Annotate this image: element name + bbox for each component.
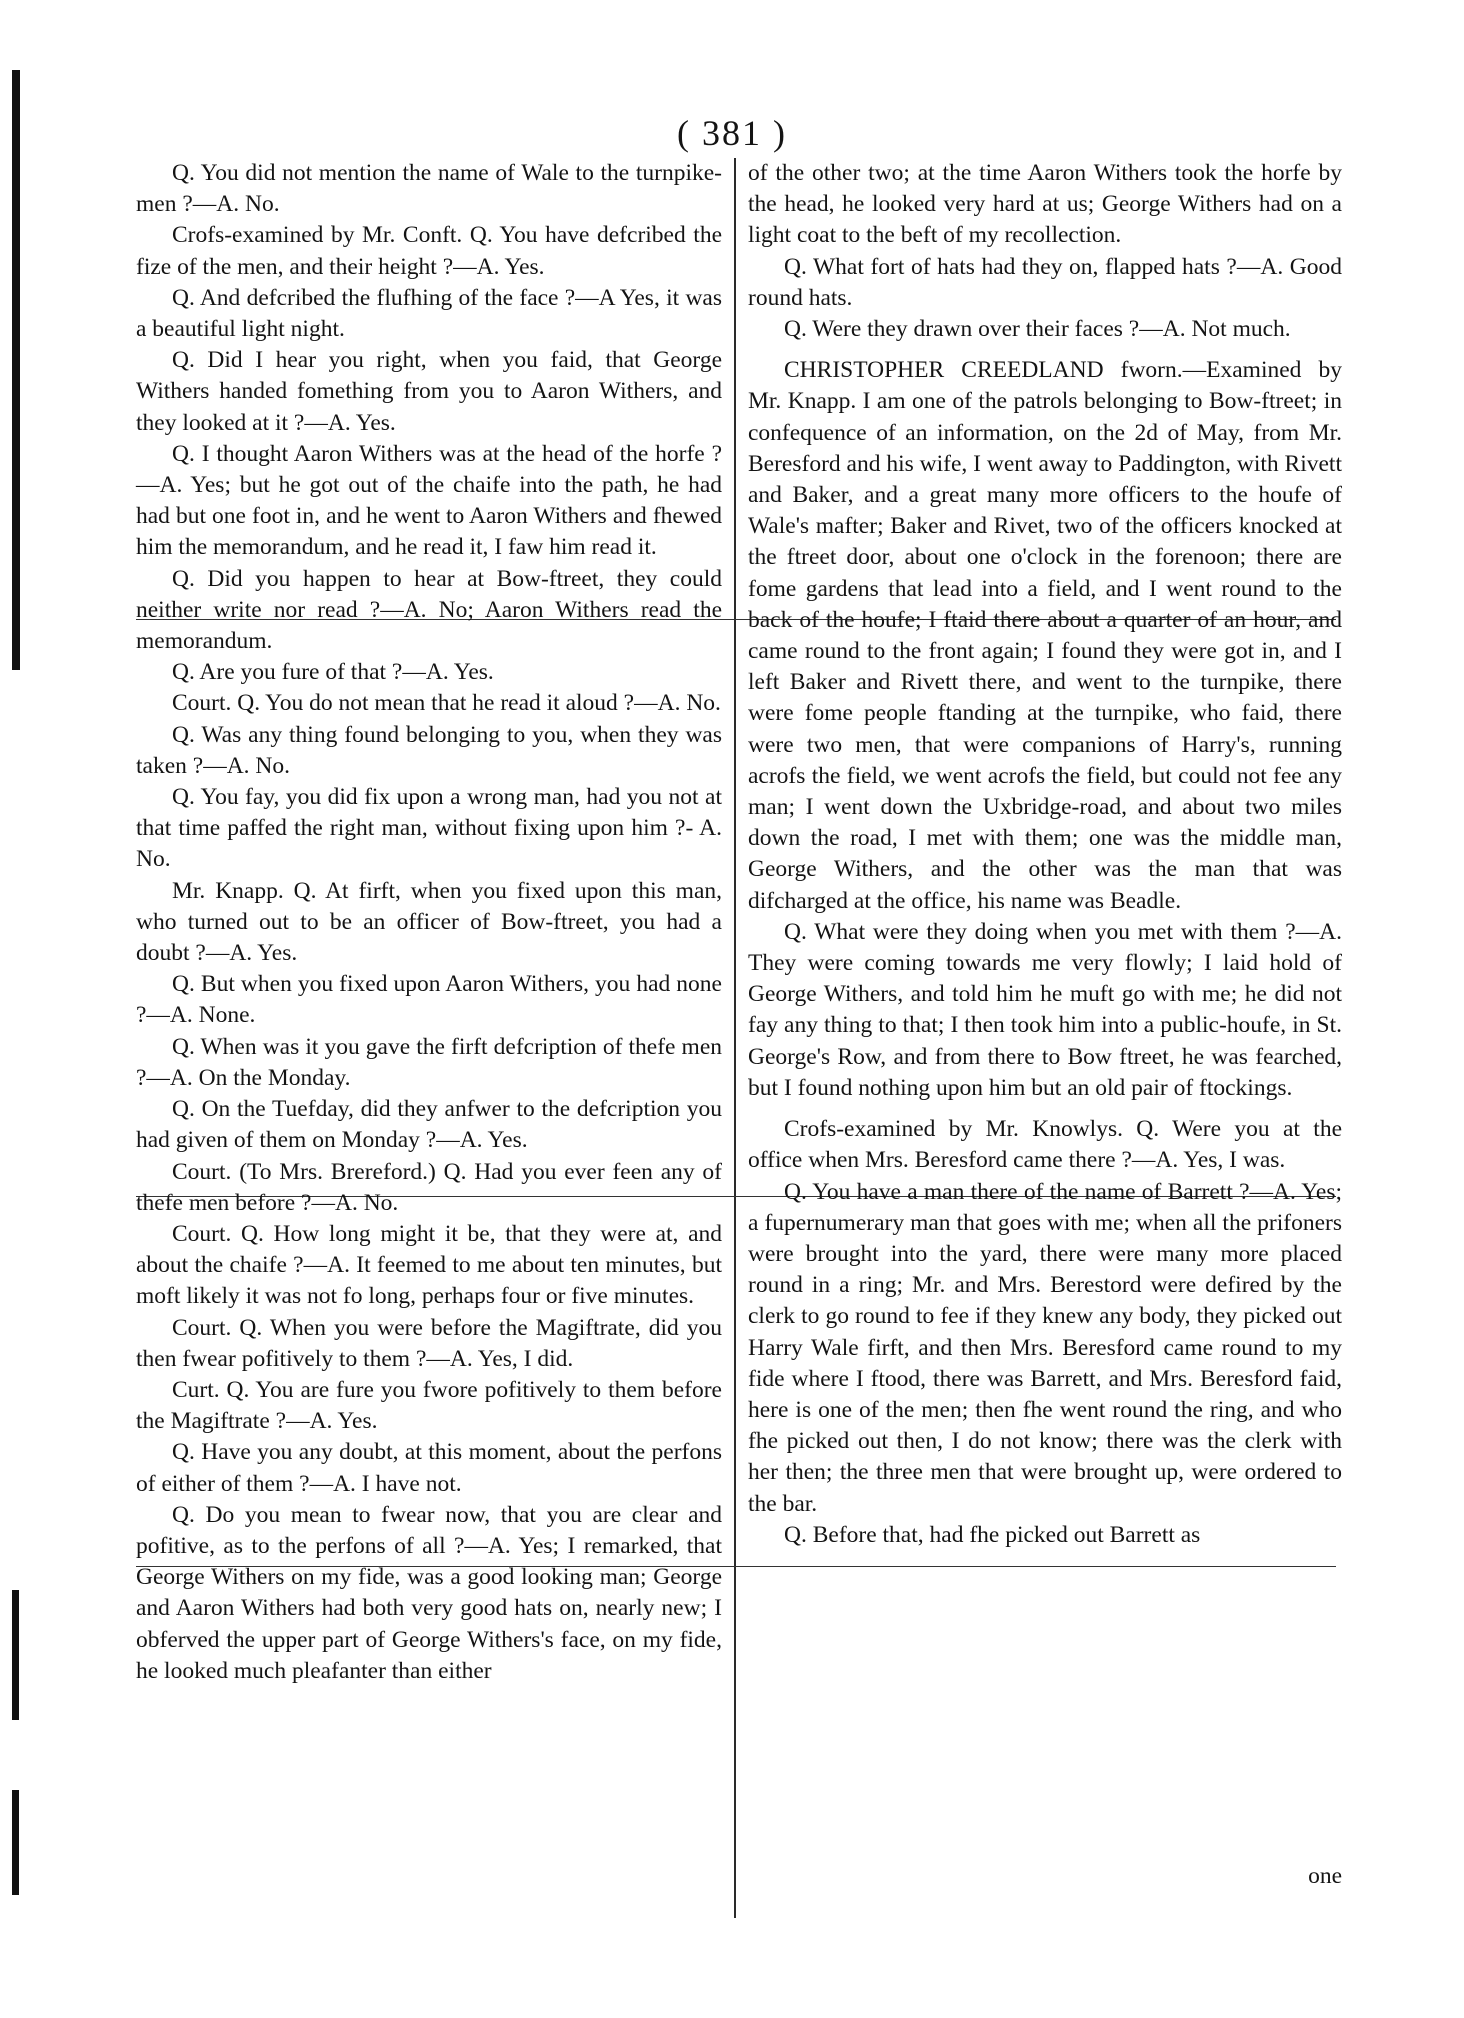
- paragraph: Q. Was any thing found belonging to you, when they was taken ?—A. No.: [136, 721, 722, 779]
- paragraph: of the other two; at the time Aaron Withers took the horfe by the head, he looked very hard at us; George Withers had on a light coat to the beft of my recollection.: [748, 160, 1342, 249]
- paragraph: Q. Do you mean to fwear now, that you are clear and pofitive, as to the perfons of all ?—A. Yes; I remarked, that George Withers on my fide, was a good looking man; George and Aaron Withers had both very good hats on, nearly new; I obferved the upper part of George Withers's face, on my fide, he looked much pleafanter than either: [136, 1501, 722, 1684]
- paragraph: Q. Before that, had fhe picked out Barrett as: [784, 1521, 1201, 1548]
- paragraph: Q. And defcribed the flufhing of the face ?—A Yes, it was a beautiful light night.: [136, 284, 722, 343]
- witness-entry: CHRISTOPHER CREEDLAND fworn.—Examined by Mr. Knapp. I am one of the patrols belonging to Bow-ftreet; in confequence of an information, on the 2d of May, from Mr. Beresford and his wife, I went away to Paddington, with Rivett and Baker, and a great many more officers to the houfe of Wale's mafter; Baker and Rivet, two of the officers knocked at the ftreet door, about one o'clock in the forenoon; there are fome gardens that lead into a field, and I went round to the back of the houfe; I ftaid there about a quarter of an hour, and came round to the front again; I found they were got in, and I left Baker and Rivett there, and went to the turnpike, there were fome people ftanding at the turnpike, who faid, there were two men, that were companions of Harry's, running acrofs the field, we went acrofs the field, but could not fee any man; I went down the Uxbridge-road, and about two miles down the road, I met with them; one was the middle man, George Withers, and the other was the man that was difcharged at the office, his name was Beadle.: [748, 357, 1342, 914]
- page-number: ( 381 ): [677, 113, 787, 153]
- paragraph: Court. Q. You do not mean that he read it aloud ?—A. No.: [172, 690, 721, 717]
- left-margin-mark-middle: [12, 1590, 19, 1720]
- left-margin-mark-top: [12, 70, 20, 670]
- paragraph: Q. You did not mention the name of Wale to the turnpike-men ?—A. No.: [136, 160, 722, 218]
- paragraph: Q. Did you happen to hear at Bow-ftreet, they could neither write nor read ?—A. No; Aaron Withers read the memorandum.: [136, 565, 722, 655]
- paragraph: Q. Did I hear you right, when you faid, that George Withers handed fomething from you to Aaron Withers, and they looked at it ?—A. Yes.: [136, 347, 722, 436]
- right-column: [748, 158, 1342, 1551]
- paragraph: Q. You fay, you did fix upon a wrong man, had you not at that time paffed the right man, without fixing upon him ?- A. No.: [136, 784, 722, 873]
- paragraph: Q. Were they drawn over their faces ?—A. Not much.: [784, 316, 1291, 343]
- paragraph: Q. You have a man there of the name of Barrett ?—A. Yes; a fupernumerary man that goes with me; when all the prifoners were brought into the yard, there were many more placed round in a ring; Mr. and Mrs. Berestord were defired by the clerk to go round to fee if they knew any body, they picked out Harry Wale firft, and then Mrs. Beresford came round to my fide where I ftood, there was Barrett, and Mrs. Beresford faid, here is one of the men; then fhe went round the ring, and who fhe picked out then, I do not know; there was the clerk with her then; the three men that were brought up, were ordered to the bar.: [748, 1178, 1342, 1517]
- paragraph: Mr. Knapp. Q. At firft, when you fixed upon this man, who turned out to be an officer of Bow-ftreet, you had a doubt ?—A. Yes.: [136, 877, 722, 967]
- paragraph: Court. (To Mrs. Brereford.) Q. Had you ever feen any of thefe men before ?—A. No.: [136, 1158, 722, 1216]
- paragraph: Curt. Q. You are fure you fwore pofitively to them before the Magiftrate ?—A. Yes.: [136, 1376, 722, 1435]
- paragraph: Q. What were they doing when you met with them ?—A. They were coming towards me very flowly; I laid hold of George Withers, and told him he muft go with me; he did not fay any thing to that; I then took him into a public-houfe, in St. George's Row, and from there to Bow ftreet, he was fearched, but I found nothing upon him but an old pair of ftockings.: [748, 918, 1342, 1101]
- paragraph: Crofs-examined by Mr. Conft. Q. You have defcribed the fize of the men, and their height ?—A. Yes.: [136, 222, 722, 280]
- paragraph: Q. What fort of hats had they on, flapped hats ?—A. Good round hats.: [748, 253, 1342, 311]
- paragraph: Q. I thought Aaron Withers was at the head of the horfe ?—A. Yes; but he got out of the chaife into the path, he had had but one foot in, and he went to Aaron Withers and fhewed him the memorandum, and he read it, I faw him read it.: [136, 440, 722, 561]
- paragraph: Q. Have you any doubt, at this moment, about the perfons of either of them ?—A. I have not.: [136, 1439, 722, 1497]
- paragraph: Q. On the Tuefday, did they anfwer to the defcription you had given of them on Monday ?—A. Yes.: [136, 1096, 722, 1154]
- paragraph: Court. Q. When you were before the Magiftrate, did you then fwear pofitively to them ?—A. Yes, I did.: [136, 1314, 722, 1372]
- cross-examination-heading: Crofs-examined by Mr. Knowlys. Q. Were you at the office when Mrs. Beresford came there ?—A. Yes, I was.: [748, 1116, 1342, 1174]
- paragraph: Q. But when you fixed upon Aaron Withers, you had none ?—A. None.: [136, 971, 722, 1029]
- paragraph: Court. Q. How long might it be, that they were at, and about the chaife ?—A. It feemed to me about ten minutes, but moft likely it was not fo long, perhaps four or five minutes.: [136, 1220, 722, 1310]
- column-divider: [734, 158, 736, 1918]
- paragraph: Q. When was it you gave the firft defcription of thefe men ?—A. On the Monday.: [136, 1033, 722, 1091]
- left-margin-mark-bottom: [12, 1790, 19, 1895]
- left-column: [136, 158, 722, 1687]
- paragraph: Q. Are you fure of that ?—A. Yes.: [172, 659, 494, 686]
- catchword: one: [1308, 1863, 1342, 1889]
